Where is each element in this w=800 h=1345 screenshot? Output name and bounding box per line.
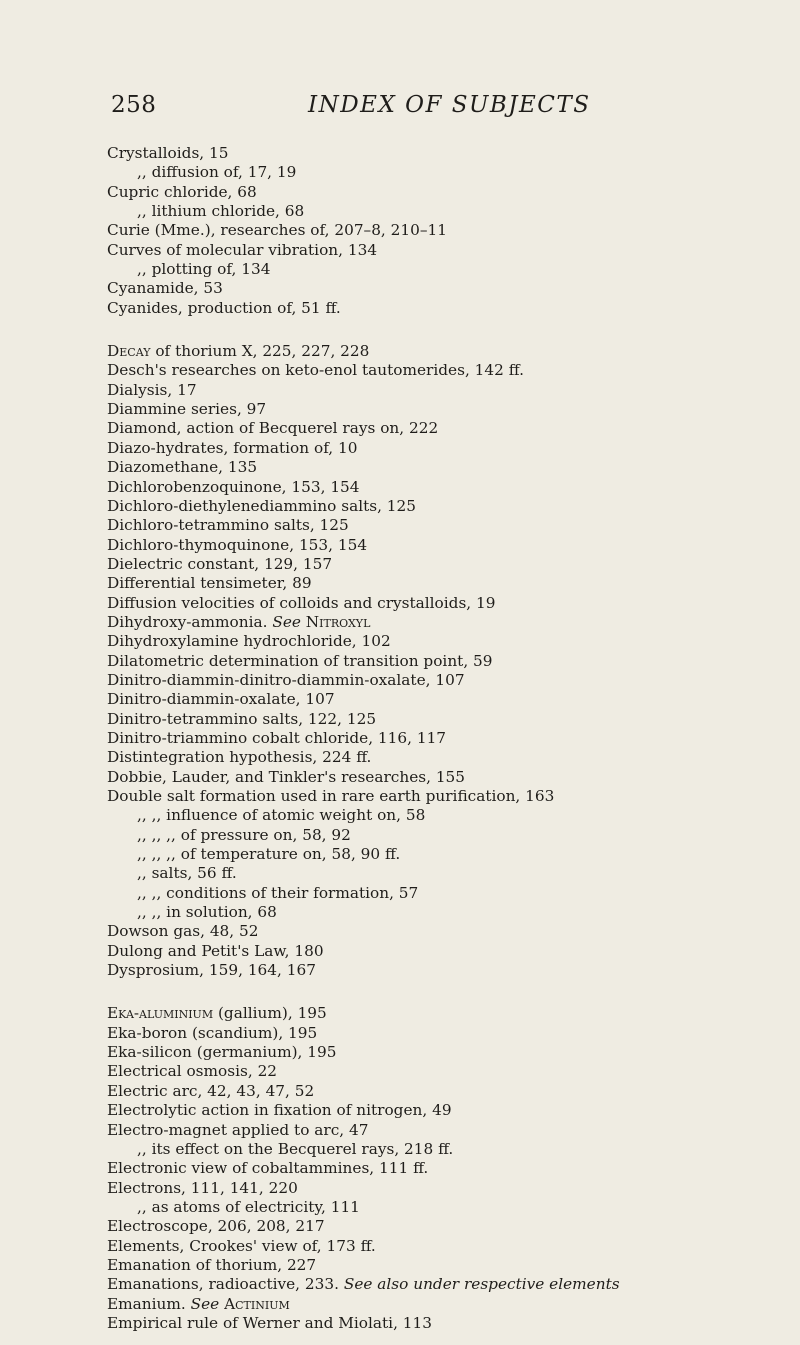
index-group-e [107, 1004, 797, 1333]
index-entry: Dilatometric determination of transition point, 59 [107, 651, 493, 670]
index-subentry: ,, ,, conditions of their formation, 57 [137, 883, 419, 902]
index-entry: Curves of molecular vibration, 134 [107, 240, 378, 259]
entry-text: of thorium X, 225, 227, 228 [150, 342, 370, 361]
entry-text: (gallium), 195 [213, 1004, 327, 1023]
entry-text: Dihydroxy-ammonia. [107, 612, 273, 631]
index-entry: Cyanamide, 53 [107, 279, 223, 298]
index-entry: Dichloro-tetrammino salts, 125 [107, 516, 349, 535]
index-subentry: ,, ,, influence of atomic weight on, 58 [137, 806, 426, 825]
index-entry: Elements, Crookes' view of, 173 ff. [107, 1236, 376, 1255]
index-group-c [107, 144, 797, 318]
running-title: INDEX OF SUBJECTS [308, 92, 591, 118]
index-entry: Electro-magnet applied to arc, 47 [107, 1120, 369, 1139]
index-entry: Cupric chloride, 68 [107, 182, 257, 201]
index-entry: Dihydroxylamine hydrochloride, 102 [107, 632, 391, 651]
index-entry: Diffusion velocities of colloids and crystalloids, 19 [107, 593, 496, 612]
index-entry: Dobbie, Lauder, and Tinkler's researches, 155 [107, 767, 466, 786]
index-entry: Electrical osmosis, 22 [107, 1062, 278, 1081]
index-entry: Electronic view of cobaltammines, 111 ff. [107, 1159, 429, 1178]
index-entry: Eka-silicon (germanium), 195 [107, 1043, 337, 1062]
index-subentry: ,, as atoms of electricity, 111 [137, 1197, 360, 1216]
index-entry: Empirical rule of Werner and Miolati, 113 [107, 1313, 432, 1332]
see-also-reference: See also under respective elements [343, 1275, 620, 1294]
index-entry: Dysprosium, 159, 164, 167 [107, 961, 316, 980]
index-entry: Emanation of thorium, 227 [107, 1255, 317, 1274]
index-entry: Dichloro-thymoquinone, 153, 154 [107, 535, 368, 554]
cross-reference: Actinium [219, 1294, 290, 1313]
index-entry [107, 1275, 797, 1294]
cross-reference: Nitroxyl [300, 612, 371, 631]
index-subentry: ,, its effect on the Becquerel rays, 218 ff. [137, 1139, 454, 1158]
index-subentry: ,, diffusion of, 17, 19 [137, 163, 297, 182]
index-entry: Desch's researches on keto-enol tautomerides, 142 ff. [107, 361, 524, 380]
index-entry: Diamond, action of Becquerel rays on, 222 [107, 419, 439, 438]
entry-text: Emanium. [107, 1294, 191, 1313]
index-entry: Diazomethane, 135 [107, 458, 258, 477]
index-subentry: ,, salts, 56 ff. [137, 864, 237, 883]
index-entry: Crystalloids, 15 [107, 144, 229, 162]
page-header [0, 92, 800, 132]
index-entry: Electrolytic action in fixation of nitrogen, 49 [107, 1101, 452, 1120]
index-entry: Dowson gas, 48, 52 [107, 922, 259, 941]
index-subentry: ,, ,, ,, of pressure on, 58, 92 [137, 825, 351, 844]
index-entry: Dichloro-diethylenediammino salts, 125 [107, 496, 417, 515]
index-group-d [107, 342, 797, 980]
index-entry [107, 1004, 797, 1023]
index-subentry: ,, lithium chloride, 68 [137, 202, 305, 221]
index-entry: Dinitro-triammino cobalt chloride, 116, 117 [107, 728, 447, 747]
index-entry: Curie (Mme.), researches of, 207–8, 210–11 [107, 221, 447, 240]
index-entry [107, 1295, 797, 1314]
index-entry: Cyanides, production of, 51 ff. [107, 298, 341, 317]
entry-text: Emanations, radioactive, 233. [107, 1275, 344, 1294]
index-entry [107, 342, 797, 361]
section-head-word: Eka-aluminium [107, 1004, 214, 1023]
index-entry [107, 613, 797, 632]
index-entry: Differential tensimeter, 89 [107, 574, 312, 593]
index-entry: Dulong and Petit's Law, 180 [107, 941, 324, 960]
index-entry: Diammine series, 97 [107, 400, 267, 419]
page-number: 258 [111, 92, 157, 118]
index-subentry: ,, plotting of, 134 [137, 260, 271, 279]
see-reference-word: See [190, 1294, 220, 1313]
see-reference-word: See [272, 612, 301, 631]
index-entry: Eka-boron (scandium), 195 [107, 1023, 318, 1042]
index-entry: Dinitro-diammin-dinitro-diammin-oxalate, 107 [107, 670, 465, 689]
index-subentry: ,, ,, in solution, 68 [137, 903, 277, 922]
index-entry: Dinitro-tetrammino salts, 122, 125 [107, 709, 377, 728]
index-entry: Electroscope, 206, 208, 217 [107, 1217, 325, 1236]
index-entry: Dichlorobenzoquinone, 153, 154 [107, 477, 360, 496]
index-entry: Electric arc, 42, 43, 47, 52 [107, 1081, 315, 1100]
index-entry: Electrons, 111, 141, 220 [107, 1178, 298, 1197]
index-entry: Dielectric constant, 129, 157 [107, 554, 333, 573]
index-subentry: ,, ,, ,, of temperature on, 58, 90 ff. [137, 845, 401, 864]
index-entry: Distintegration hypothesis, 224 ff. [107, 748, 372, 767]
index-column [107, 144, 797, 1333]
index-entry: Dinitro-diammin-oxalate, 107 [107, 690, 335, 709]
index-entry: Dialysis, 17 [107, 380, 197, 399]
index-entry: Diazo-hydrates, formation of, 10 [107, 438, 358, 457]
index-entry: Double salt formation used in rare earth purification, 163 [107, 787, 555, 805]
section-head-word: Decay [107, 342, 151, 361]
